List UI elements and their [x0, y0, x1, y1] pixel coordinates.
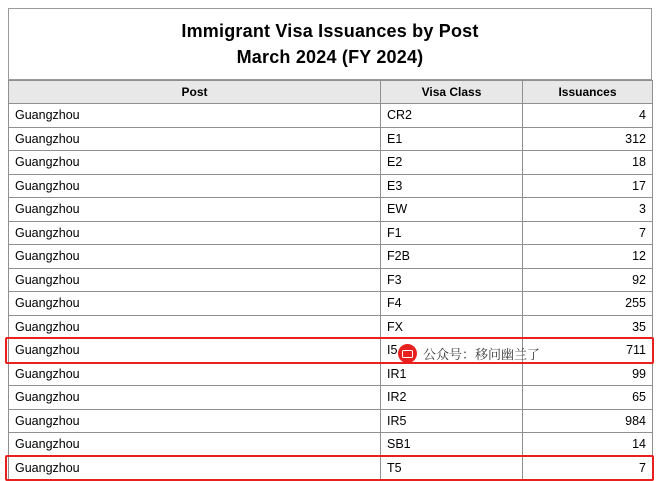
cell-issuances: 18	[523, 151, 653, 175]
cell-post: Guangzhou	[9, 151, 381, 175]
cell-visa-class: IR5	[381, 409, 523, 433]
cell-visa-class: E2	[381, 151, 523, 175]
cell-visa-class: SB1	[381, 433, 523, 457]
table-row	[9, 174, 653, 198]
visa-table-container	[8, 80, 652, 480]
table-body	[9, 104, 653, 480]
cell-issuances: 4	[523, 104, 653, 128]
cell-issuances: 255	[523, 292, 653, 316]
cell-post: Guangzhou	[9, 104, 381, 128]
cell-post: Guangzhou	[9, 339, 381, 363]
table-row	[9, 433, 653, 457]
cell-issuances: 12	[523, 245, 653, 269]
table-header-row	[9, 81, 653, 104]
table-row	[9, 386, 653, 410]
cell-issuances: 312	[523, 127, 653, 151]
report-title-block	[8, 8, 652, 80]
visa-issuances-table	[8, 80, 653, 480]
table-row	[9, 315, 653, 339]
watermark	[398, 344, 540, 363]
cell-post: Guangzhou	[9, 456, 381, 480]
cell-post: Guangzhou	[9, 386, 381, 410]
cell-post: Guangzhou	[9, 292, 381, 316]
cell-visa-class: E1	[381, 127, 523, 151]
cell-post: Guangzhou	[9, 221, 381, 245]
table-row	[9, 268, 653, 292]
cell-visa-class: EW	[381, 198, 523, 222]
cell-issuances: 17	[523, 174, 653, 198]
column-header-issuances: Issuances	[523, 81, 653, 104]
cell-post: Guangzhou	[9, 433, 381, 457]
cell-issuances: 99	[523, 362, 653, 386]
cell-post: Guangzhou	[9, 315, 381, 339]
cell-post: Guangzhou	[9, 245, 381, 269]
cell-visa-class: FX	[381, 315, 523, 339]
cell-post: Guangzhou	[9, 127, 381, 151]
cell-visa-class: IR1	[381, 362, 523, 386]
table-row	[9, 198, 653, 222]
cell-issuances: 14	[523, 433, 653, 457]
cell-visa-class: F4	[381, 292, 523, 316]
cell-visa-class: IR2	[381, 386, 523, 410]
cell-post: Guangzhou	[9, 362, 381, 386]
table-header	[9, 81, 653, 104]
wechat-icon	[398, 344, 417, 363]
table-row	[9, 292, 653, 316]
table-row	[9, 245, 653, 269]
cell-issuances: 984	[523, 409, 653, 433]
cell-post: Guangzhou	[9, 409, 381, 433]
cell-issuances: 35	[523, 315, 653, 339]
cell-visa-class: I5	[381, 339, 523, 363]
cell-post: Guangzhou	[9, 268, 381, 292]
table-row	[9, 151, 653, 175]
table-row	[9, 339, 653, 363]
table-row	[9, 104, 653, 128]
watermark-text: 公众号：移问幽兰了	[423, 344, 540, 363]
cell-issuances: 92	[523, 268, 653, 292]
cell-visa-class: F2B	[381, 245, 523, 269]
column-header-visa-class: Visa Class	[381, 81, 523, 104]
cell-post: Guangzhou	[9, 198, 381, 222]
title-line-1: Immigrant Visa Issuances by Post	[181, 18, 478, 44]
cell-visa-class: T5	[381, 456, 523, 480]
table-row	[9, 362, 653, 386]
cell-visa-class: CR2	[381, 104, 523, 128]
cell-visa-class: E3	[381, 174, 523, 198]
column-header-post: Post	[9, 81, 381, 104]
table-row	[9, 409, 653, 433]
cell-visa-class: F1	[381, 221, 523, 245]
table-row	[9, 221, 653, 245]
cell-issuances: 7	[523, 221, 653, 245]
title-line-2: March 2024 (FY 2024)	[237, 44, 424, 70]
cell-issuances: 3	[523, 198, 653, 222]
cell-issuances: 65	[523, 386, 653, 410]
cell-visa-class: F3	[381, 268, 523, 292]
cell-issuances: 7	[523, 456, 653, 480]
table-row	[9, 456, 653, 480]
cell-issuances: 711	[523, 339, 653, 363]
cell-post: Guangzhou	[9, 174, 381, 198]
table-row	[9, 127, 653, 151]
